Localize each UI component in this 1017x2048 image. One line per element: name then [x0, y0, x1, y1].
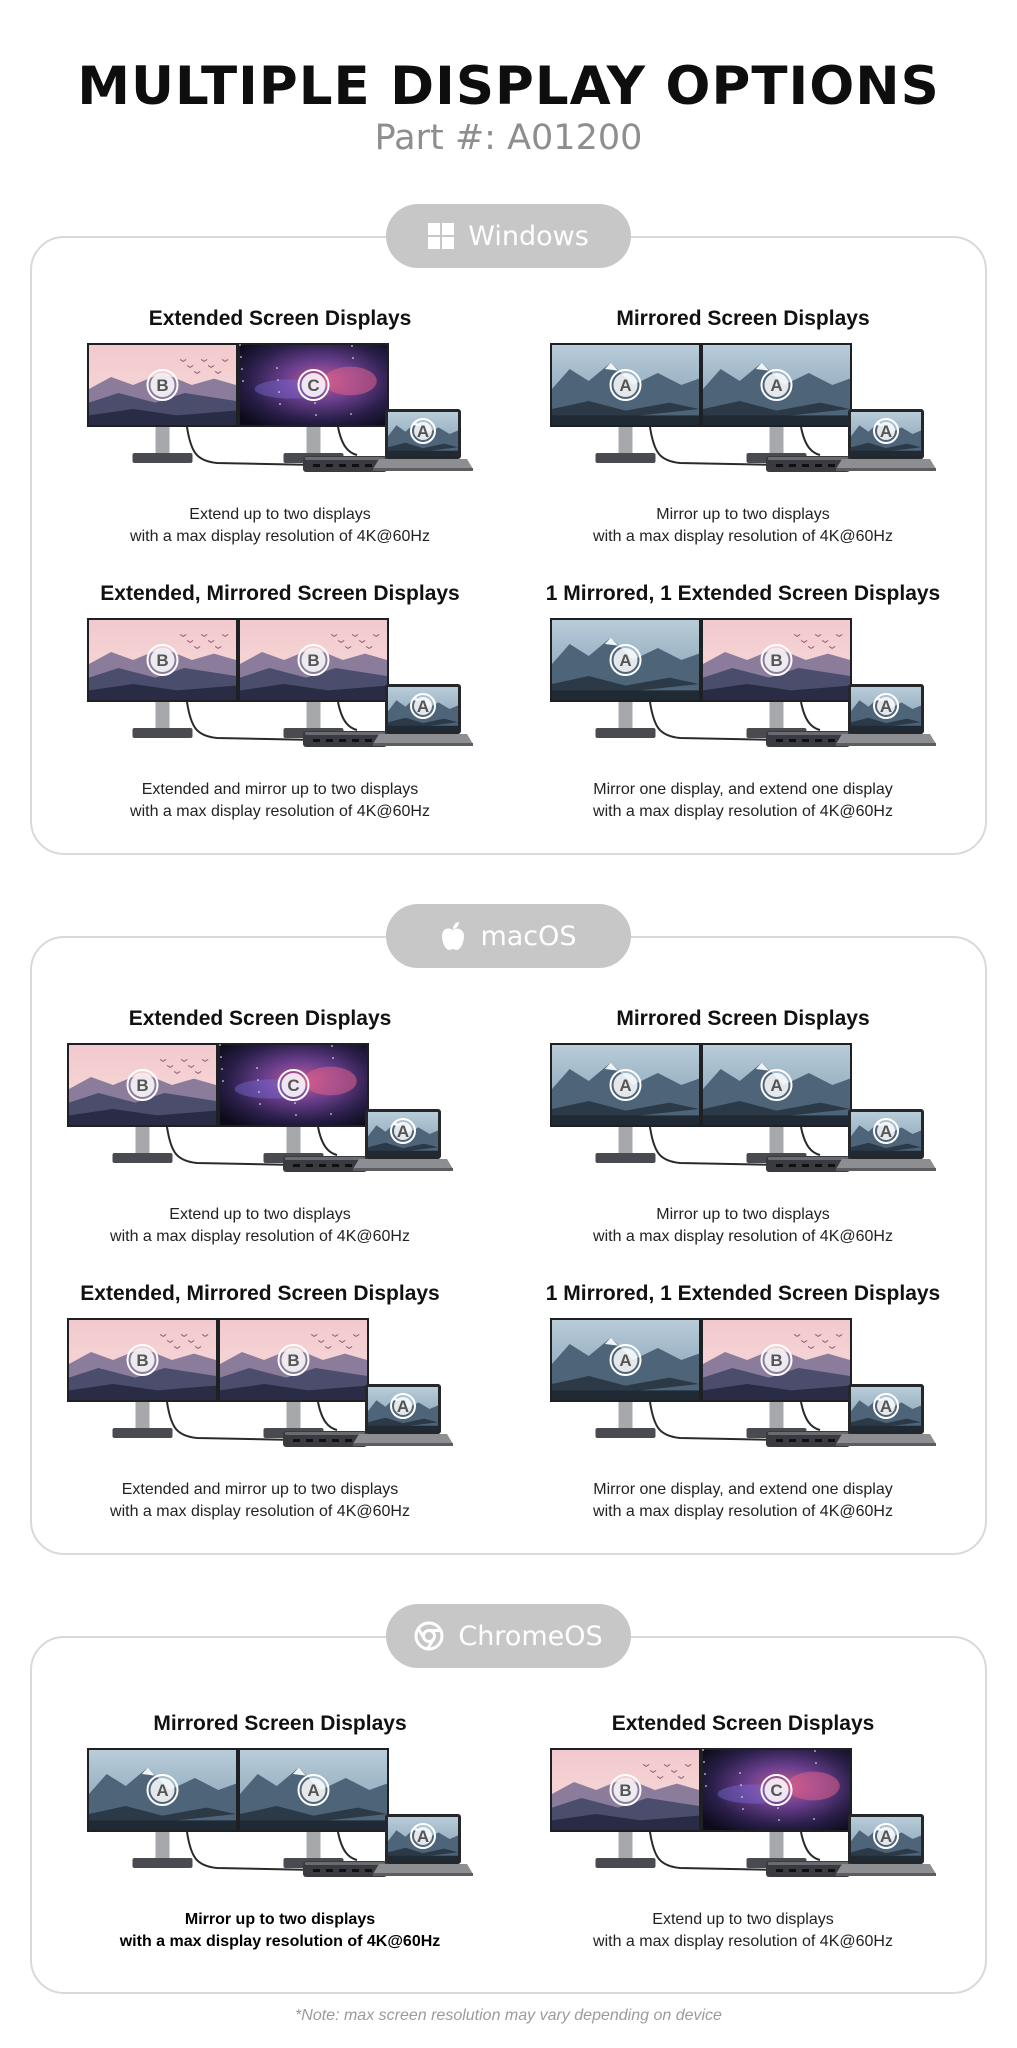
display-label-badge	[762, 1345, 792, 1375]
display-label-badge	[148, 1775, 178, 1805]
svg-text:A: A	[879, 1122, 893, 1141]
display-label-badge	[762, 645, 792, 675]
display-option-description	[513, 1479, 973, 1523]
svg-text:B: B	[770, 651, 783, 670]
svg-text:A: A	[879, 1397, 893, 1416]
monitor-1	[550, 1318, 701, 1438]
display-option-description	[50, 779, 510, 823]
display-label-badge	[411, 419, 435, 443]
svg-text:A: A	[619, 1076, 632, 1095]
svg-text:A: A	[396, 1122, 410, 1141]
svg-text:B: B	[619, 1781, 632, 1800]
description-line-1: Mirror one display, and extend one display	[593, 1481, 893, 1498]
svg-text:A: A	[879, 1827, 893, 1846]
svg-text:C: C	[307, 376, 320, 395]
description-line-2: with a max display resolution of 4K@60Hz	[110, 1503, 410, 1520]
display-label-badge	[874, 1394, 898, 1418]
svg-text:B: B	[136, 1076, 149, 1095]
display-option-card	[50, 307, 510, 552]
monitor-2	[238, 343, 389, 463]
laptop	[836, 409, 936, 471]
macos-label: macOS	[480, 920, 577, 952]
svg-text:B: B	[156, 376, 169, 395]
svg-text:A: A	[156, 1781, 169, 1800]
display-label-badge	[874, 419, 898, 443]
monitor-2	[701, 1043, 852, 1163]
macos-section-label	[386, 904, 631, 968]
description-line-2: with a max display resolution of 4K@60Hz	[593, 1933, 893, 1950]
display-option-description	[50, 1909, 510, 1953]
display-label-badge	[762, 1070, 792, 1100]
display-label-badge	[279, 1070, 309, 1100]
display-label-badge	[148, 370, 178, 400]
setup-illustration	[87, 1748, 473, 1894]
monitor-2	[238, 1748, 389, 1868]
svg-text:B: B	[307, 651, 320, 670]
description-line-2: with a max display resolution of 4K@60Hz	[593, 803, 893, 820]
display-option-title: 1 Mirrored, 1 Extended Screen Displays	[545, 582, 941, 605]
description-line-1: Mirror up to two displays	[656, 1206, 830, 1223]
svg-text:C: C	[287, 1076, 300, 1095]
svg-text:A: A	[396, 1397, 410, 1416]
description-line-2: with a max display resolution of 4K@60Hz	[593, 1503, 893, 1520]
monitor-1	[87, 1748, 238, 1868]
description-line-1: Mirror up to two displays	[184, 1911, 376, 1928]
display-label-badge	[128, 1345, 158, 1375]
windows-section-label	[386, 204, 631, 268]
monitor-1	[550, 1043, 701, 1163]
footnote: *Note: max screen resolution may vary depending on device	[295, 2007, 722, 2024]
display-label-badge	[411, 694, 435, 718]
description-line-1: Extended and mirror up to two displays	[121, 1481, 399, 1498]
display-option-title: Extended Screen Displays	[128, 1007, 392, 1030]
display-label-badge	[611, 370, 641, 400]
description-line-1: Mirror up to two displays	[656, 506, 830, 523]
setup-illustration	[67, 1043, 453, 1189]
monitor-1	[67, 1318, 218, 1438]
monitor-2	[218, 1043, 369, 1163]
display-option-title: Mirrored Screen Displays	[153, 1712, 407, 1735]
monitor-2	[238, 618, 389, 738]
svg-text:A: A	[416, 1827, 430, 1846]
setup-illustration	[550, 1318, 936, 1464]
part-number: Part #: A01200	[374, 118, 643, 158]
laptop	[836, 1384, 936, 1446]
svg-text:A: A	[307, 1781, 320, 1800]
svg-text:B: B	[136, 1351, 149, 1370]
display-option-card	[50, 582, 510, 827]
display-option-card	[30, 1282, 490, 1527]
svg-text:A: A	[770, 1076, 783, 1095]
display-label-badge	[611, 645, 641, 675]
display-option-description	[513, 1909, 973, 1953]
svg-text:A: A	[879, 697, 893, 716]
svg-text:B: B	[770, 1351, 783, 1370]
display-option-card	[50, 1712, 510, 1957]
laptop	[836, 1814, 936, 1876]
display-label-badge	[411, 1824, 435, 1848]
description-line-2: with a max display resolution of 4K@60Hz	[593, 528, 893, 545]
monitor-1	[67, 1043, 218, 1163]
laptop	[836, 684, 936, 746]
display-option-title: Extended, Mirrored Screen Displays	[100, 582, 460, 605]
monitor-2	[701, 1318, 852, 1438]
description-line-1: Extend up to two displays	[652, 1911, 834, 1928]
display-option-title: Extended, Mirrored Screen Displays	[80, 1282, 440, 1305]
setup-illustration	[550, 343, 936, 489]
display-label-badge	[762, 1775, 792, 1805]
display-option-title: Mirrored Screen Displays	[616, 1007, 870, 1030]
display-option-description	[513, 504, 973, 548]
chromeos-section-label	[386, 1604, 631, 1668]
monitor-1	[550, 1748, 701, 1868]
svg-text:A: A	[416, 697, 430, 716]
apple-logo-icon	[440, 921, 466, 951]
monitor-2	[701, 1748, 852, 1868]
setup-illustration	[87, 343, 473, 489]
setup-illustration	[67, 1318, 453, 1464]
monitor-1	[550, 343, 701, 463]
laptop	[836, 1109, 936, 1171]
display-label-badge	[391, 1394, 415, 1418]
display-option-card	[513, 1712, 973, 1957]
display-option-title: 1 Mirrored, 1 Extended Screen Displays	[545, 1282, 941, 1305]
display-label-badge	[762, 370, 792, 400]
display-option-card	[30, 1007, 490, 1252]
display-option-description	[30, 1479, 490, 1523]
display-label-badge	[611, 1070, 641, 1100]
display-label-badge	[128, 1070, 158, 1100]
page-title: MULTIPLE DISPLAY OPTIONS	[77, 56, 940, 117]
svg-text:B: B	[156, 651, 169, 670]
setup-illustration	[550, 1748, 936, 1894]
description-line-2: with a max display resolution of 4K@60Hz	[119, 1933, 441, 1950]
display-option-description	[513, 779, 973, 823]
monitor-1	[550, 618, 701, 738]
display-option-title: Extended Screen Displays	[148, 307, 412, 330]
svg-text:C: C	[770, 1781, 783, 1800]
description-line-2: with a max display resolution of 4K@60Hz	[110, 1228, 410, 1245]
windows-logo-icon	[428, 223, 454, 249]
setup-illustration	[87, 618, 473, 764]
display-option-title: Extended Screen Displays	[611, 1712, 875, 1735]
description-line-1: Extend up to two displays	[169, 1206, 351, 1223]
svg-text:A: A	[619, 651, 632, 670]
display-label-badge	[611, 1345, 641, 1375]
description-line-1: Extended and mirror up to two displays	[141, 781, 419, 798]
svg-text:A: A	[770, 376, 783, 395]
setup-illustration	[550, 618, 936, 764]
monitor-2	[701, 618, 852, 738]
svg-text:A: A	[619, 1351, 632, 1370]
monitor-1	[87, 343, 238, 463]
description-line-2: with a max display resolution of 4K@60Hz	[130, 528, 430, 545]
display-label-badge	[391, 1119, 415, 1143]
display-label-badge	[299, 645, 329, 675]
monitor-1	[87, 618, 238, 738]
description-line-2: with a max display resolution of 4K@60Hz	[130, 803, 430, 820]
display-option-description	[513, 1204, 973, 1248]
display-option-card	[513, 1007, 973, 1252]
display-label-badge	[299, 1775, 329, 1805]
svg-text:A: A	[416, 422, 430, 441]
display-option-card	[513, 582, 973, 827]
chrome-logo-icon	[414, 1621, 444, 1651]
monitor-2	[701, 343, 852, 463]
display-label-badge	[874, 694, 898, 718]
description-line-2: with a max display resolution of 4K@60Hz	[593, 1228, 893, 1245]
display-option-title: Mirrored Screen Displays	[616, 307, 870, 330]
description-line-1: Mirror one display, and extend one display	[593, 781, 893, 798]
monitor-2	[218, 1318, 369, 1438]
windows-label: Windows	[468, 220, 589, 252]
display-label-badge	[874, 1824, 898, 1848]
display-option-description	[50, 504, 510, 548]
display-label-badge	[279, 1345, 309, 1375]
laptop	[373, 1814, 473, 1876]
display-label-badge	[611, 1775, 641, 1805]
laptop	[353, 1384, 453, 1446]
laptop	[373, 684, 473, 746]
description-line-1: Extend up to two displays	[189, 506, 371, 523]
svg-text:A: A	[619, 376, 632, 395]
setup-illustration	[550, 1043, 936, 1189]
display-label-badge	[874, 1119, 898, 1143]
svg-text:A: A	[879, 422, 893, 441]
laptop	[353, 1109, 453, 1171]
svg-text:B: B	[287, 1351, 300, 1370]
chromeos-label: ChromeOS	[458, 1620, 603, 1652]
display-label-badge	[148, 645, 178, 675]
display-option-description	[30, 1204, 490, 1248]
display-label-badge	[299, 370, 329, 400]
laptop	[373, 409, 473, 471]
display-option-card	[513, 1282, 973, 1527]
display-option-card	[513, 307, 973, 552]
